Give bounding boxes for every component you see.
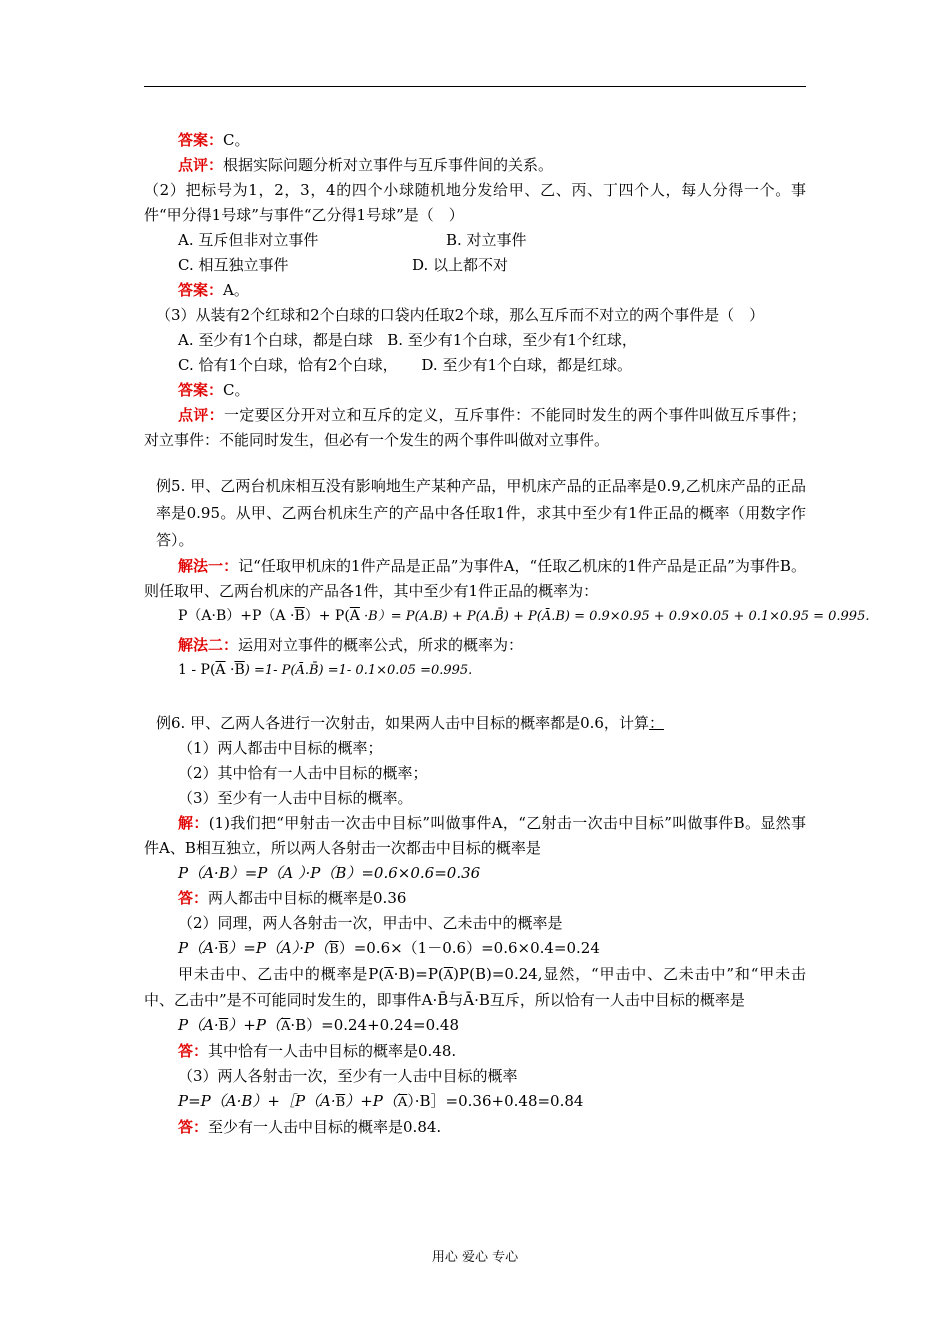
answer-label: 答： [178, 1118, 209, 1136]
example-6-answer-1 [144, 886, 806, 911]
option-c: C. 相互独立事件 [178, 256, 289, 274]
formula-part: ·B）= P(A.B) + P(A.B̄) + P(Ā.B) = 0.9×0.95 + 0.9×0.05 + 0.1×0.95 = 0.995. [359, 609, 870, 624]
formula-part: $\overline{B}$ [218, 942, 229, 957]
comment-label: 点评： [178, 156, 224, 174]
question-2-options-ab [144, 228, 806, 253]
question-3-options-ab [144, 328, 806, 353]
formula-part: 1 - P( [178, 662, 216, 678]
formula-part: $\overline{A}$ [443, 968, 454, 983]
header-rule [144, 86, 806, 87]
option-c: C. 恰有1个白球，恰有2个白球， [178, 356, 398, 374]
answer-line [144, 128, 806, 153]
example-5-formula-2 [144, 658, 806, 683]
formula-part: $\overline{A}$ [280, 1019, 291, 1034]
comment-label: 点评： [178, 406, 224, 424]
formula-part: ) =1- P(Ā.B̄) =1- 0.1×0.05 =0.995. [244, 663, 473, 678]
answer-label: 答案： [178, 381, 224, 399]
page-footer: 用心 爱心 专心 [431, 1250, 519, 1265]
example-stem-colon: ： [648, 714, 664, 732]
formula-part: $\overline{B}$ [218, 1019, 229, 1034]
answer-text: A。 [223, 281, 249, 299]
solution-text: 运用对立事件的概率公式，所求的概率为： [238, 636, 524, 654]
formula-part: $\overline{B}$ [294, 608, 305, 624]
formula-part: ）·B］=0.36+0.48=0.84 [407, 1092, 584, 1110]
example-5-solution-1 [144, 554, 806, 604]
solution-text: (1)我们把“甲射击一次击中目标”叫做事件A，“乙射击一次击中目标”叫做事件B。显然事件A、B相互独立，所以两人各射击一次都击中目标的概率是 [144, 814, 806, 857]
example-5-formula-1 [144, 604, 870, 629]
formula-part: ）+P（ [228, 1016, 281, 1034]
answer-text: C。 [223, 131, 250, 149]
solution-label: 解法一： [178, 557, 239, 575]
formula-part: P=P（A·B）+［P（A· [178, 1092, 336, 1110]
formula-part: $\overline{A}$ [349, 608, 360, 624]
spacer [144, 683, 806, 711]
example-6-stem [144, 711, 806, 736]
example-5-stem: 例5. 甲、乙两台机床相互没有影响地生产某种产品，甲机床产品的正品率是0.9,乙机床产品的正品率是0.95。从甲、乙两台机床生产的产品中各任取1件，求其中至少有1件正品的概率（用数字作答）。 [156, 477, 806, 549]
question-2-answer [144, 278, 806, 303]
example-6-solution-1 [144, 811, 806, 861]
solution-text: 甲未击中、乙击中的概率是P( [178, 965, 385, 983]
example-stem-text: 例6. 甲、乙两人各进行一次射击，如果两人击中目标的概率都是0.6，计算 [156, 714, 649, 732]
option-b: B. 对立事件 [446, 231, 527, 249]
example-6-part-1: （1）两人都击中目标的概率； [178, 739, 383, 757]
example-6-formula-3 [144, 1089, 806, 1115]
example-6-answer-3 [144, 1115, 806, 1140]
comment-text: 一定要区分开对立和互斥的定义，互斥事件：不能同时发生的两个事件叫做互斥事件；对立事件：不能同时发生，但必有一个发生的两个事件叫做对立事件。 [144, 406, 806, 449]
formula-part: · [225, 662, 235, 678]
example-6-part-3: （3）至少有一人击中目标的概率。 [178, 789, 413, 807]
question-2-options-cd [144, 253, 806, 278]
answer-text: 其中恰有一人击中目标的概率是0.48. [208, 1042, 457, 1060]
comment-line [144, 153, 806, 178]
formula-part: ）+ P( [304, 608, 350, 624]
example-6-solution-3: （3）两人各射击一次，至少有一人击中目标的概率 [178, 1067, 518, 1085]
example-6-solution-2: （2）同理，两人各射击一次，甲击中、乙未击中的概率是 [178, 914, 563, 932]
question-3-stem: （3）从装有2个红球和2个白球的口袋内任取2个球，那么互斥而不对立的两个事件是（ ） [156, 306, 765, 324]
option-a: A. 互斥但非对立事件 [178, 231, 319, 249]
formula-part: $\overline{A}$ [397, 1095, 408, 1110]
question-3-options-cd [144, 353, 806, 378]
document-body [144, 128, 870, 1140]
answer-label: 答： [178, 1042, 209, 1060]
example-6-formula-2c [144, 1013, 806, 1039]
answer-text: 至少有一人击中目标的概率是0.84. [208, 1118, 442, 1136]
formula-part: P（A·B）+P（A · [178, 608, 295, 624]
option-d: D. 至少有1个白球，都是红球。 [421, 356, 632, 374]
solution-text: )P(B)=0.24,显然，“甲击中、乙未击中”和“甲未击中、乙击中”是不可能同时发生的，即事件A·B̄与Ā·B互斥，所以恰有一人击中目标的概率是 [144, 965, 806, 1009]
solution-text: ·B)=P( [393, 965, 444, 983]
answer-text: 两人都击中目标的概率是0.36 [208, 889, 407, 907]
solution-label: 解： [178, 814, 209, 832]
question-2-stem: （2）把标号为1，2，3，4的四个小球随机地分发给甲、乙、丙、丁四个人，每人分得一个。事件“甲分得1号球”与事件“乙分得1号球”是（ ） [144, 181, 806, 224]
formula-part: $\overline{A}$ [384, 968, 394, 983]
formula-part: $\overline{B}$ [335, 1095, 346, 1110]
example-6-part-2: （2）其中恰有一人击中目标的概率； [178, 764, 428, 782]
answer-label: 答： [178, 889, 209, 907]
example-6-formula-2 [144, 936, 806, 962]
example-6-solution-2b [144, 962, 806, 1013]
formula-part: $\overline{A}$ [215, 662, 226, 678]
formula-part: $\overline{B}$ [234, 662, 245, 678]
option-d: D. 以上都不对 [412, 256, 509, 274]
formula-part: ）+P（ [345, 1092, 398, 1110]
formula-part: ）=P（A）·P（ [228, 939, 330, 957]
question-3-answer [144, 378, 806, 403]
example-5-solution-2 [144, 633, 806, 658]
example-6-formula-1: P（A·B）=P（A ）·P（B）=0.6×0.6=0.36 [178, 864, 481, 882]
question-3-comment [144, 403, 806, 453]
formula-part: ·B）=0.24+0.24=0.48 [290, 1016, 460, 1034]
formula-part: ）=0.6×（1－0.6）=0.6×0.4=0.24 [338, 939, 600, 957]
answer-label: 答案： [178, 281, 224, 299]
option-a: A. 至少有1个白球，都是白球 [178, 331, 373, 349]
answer-text: C。 [223, 381, 250, 399]
formula-part: $\overline{B}$ [329, 942, 339, 957]
solution-label: 解法二： [178, 636, 239, 654]
spacer [144, 453, 806, 473]
formula-part: P（A· [178, 939, 219, 957]
option-b: B. 至少有1个白球，至少有1个红球， [387, 331, 637, 349]
solution-text: 记“任取甲机床的1件产品是正品”为事件A，“任取乙机床的1件产品是正品”为事件B。则任取甲、乙两台机床的产品各1件，其中至少有1件正品的概率为： [144, 557, 806, 600]
example-6-answer-2 [144, 1039, 806, 1064]
answer-label: 答案： [178, 131, 224, 149]
formula-part: P（A· [178, 1016, 219, 1034]
comment-text: 根据实际问题分析对立事件与互斥事件间的关系。 [223, 156, 554, 174]
